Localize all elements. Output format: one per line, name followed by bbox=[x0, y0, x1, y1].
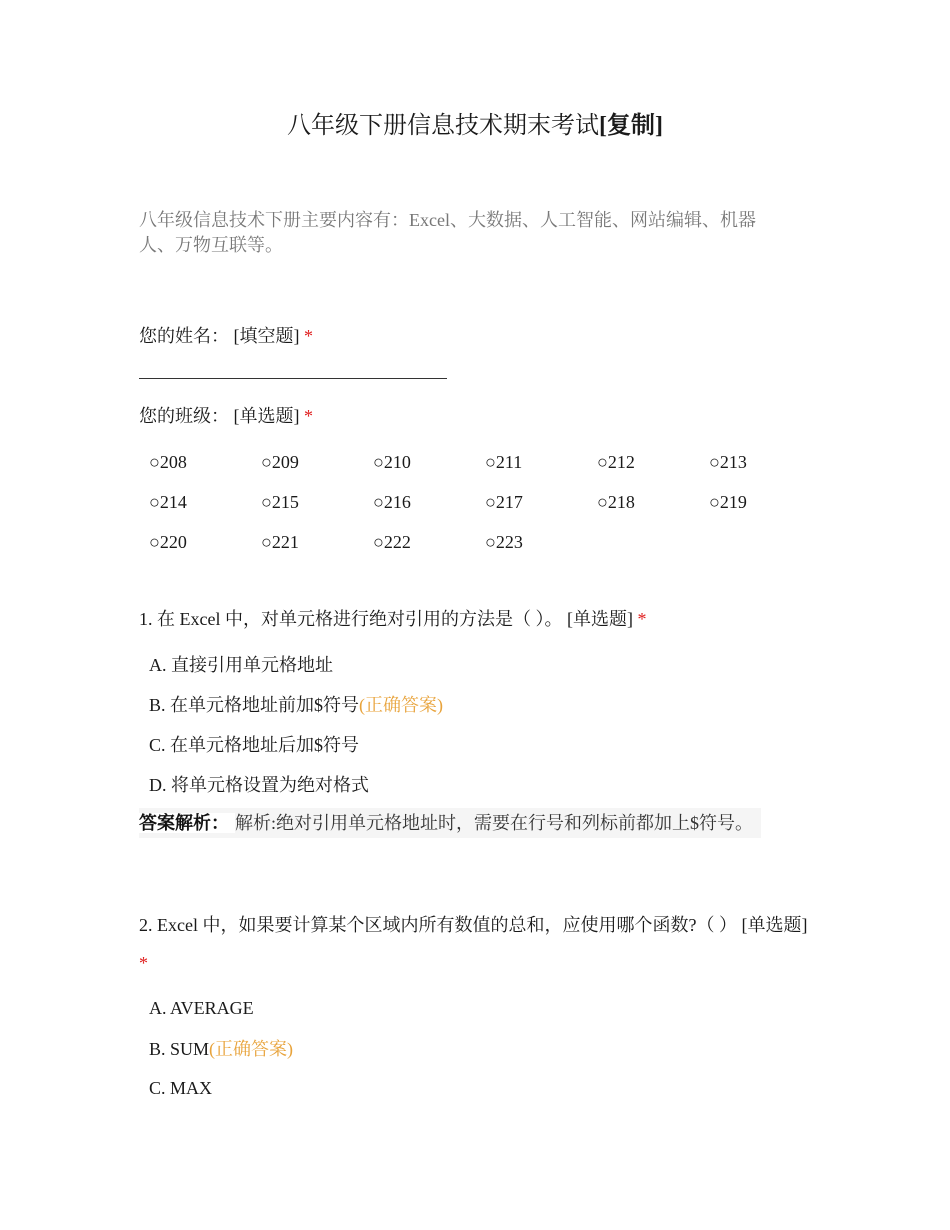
class-option[interactable]: ○223 bbox=[485, 532, 523, 552]
class-option[interactable]: ○220 bbox=[149, 532, 187, 552]
analysis-text: 解析:绝对引用单元格地址时，需要在行号和列标前都加上$符号。 bbox=[235, 813, 753, 833]
class-option[interactable]: ○215 bbox=[261, 492, 299, 512]
correct-answer-label: (正确答案) bbox=[209, 1039, 294, 1059]
q1-option-d[interactable]: D. 将单元格设置为绝对格式 bbox=[149, 775, 369, 795]
analysis-label: 答案解析： bbox=[139, 813, 235, 833]
q2-header bbox=[139, 906, 819, 982]
name-fill-blank[interactable] bbox=[139, 378, 447, 379]
class-option[interactable]: ○216 bbox=[373, 492, 411, 512]
required-star: * bbox=[304, 326, 313, 346]
class-option[interactable]: ○211 bbox=[485, 452, 523, 472]
class-option[interactable]: ○209 bbox=[261, 452, 299, 472]
name-question-header bbox=[139, 317, 313, 355]
class-question-label: 您的班级： bbox=[139, 406, 229, 426]
q1-option-a[interactable]: A. 直接引用单元格地址 bbox=[149, 655, 333, 675]
class-question-type: [单选题] bbox=[233, 406, 300, 426]
required-star: * bbox=[304, 406, 313, 426]
class-option[interactable]: ○222 bbox=[373, 532, 411, 552]
class-option[interactable]: ○212 bbox=[597, 452, 635, 472]
q2-option-c[interactable]: C. MAX bbox=[149, 1078, 213, 1098]
q2-option-a[interactable]: A. AVERAGE bbox=[149, 998, 254, 1018]
class-option[interactable]: ○213 bbox=[709, 452, 747, 472]
q1-option-c[interactable]: C. 在单元格地址后加$符号 bbox=[149, 735, 360, 755]
q1-text: 1. 在 Excel 中，对单元格进行绝对引用的方法是（ ）。 bbox=[139, 609, 563, 629]
title-suffix: [复制] bbox=[599, 113, 663, 139]
class-options bbox=[149, 442, 819, 562]
class-option[interactable]: ○221 bbox=[261, 532, 299, 552]
survey-description: 八年级信息技术下册主要内容有：Excel、大数据、人工智能、网站编辑、机器人、万物互联等。 bbox=[139, 210, 756, 255]
class-option[interactable]: ○219 bbox=[709, 492, 747, 512]
q2-text: 2. Excel 中，如果要计算某个区域内所有数值的总和，应使用哪个函数?（ ） bbox=[139, 915, 737, 935]
q2-type: [单选题] bbox=[741, 915, 808, 935]
class-question-header bbox=[139, 397, 313, 435]
q1-option-b[interactable] bbox=[149, 685, 443, 725]
title-main: 八年级下册信息技术期末考试 bbox=[287, 113, 599, 139]
name-question-type: [填空题] bbox=[233, 326, 300, 346]
required-star: * bbox=[139, 953, 148, 973]
q2-option-b[interactable] bbox=[149, 1029, 293, 1069]
class-option[interactable]: ○218 bbox=[597, 492, 635, 512]
class-option[interactable]: ○217 bbox=[485, 492, 523, 512]
q1-type: [单选题] bbox=[566, 609, 633, 629]
class-option[interactable]: ○208 bbox=[149, 452, 187, 472]
q1-option-b-text: B. 在单元格地址前加$符号 bbox=[149, 695, 360, 715]
q2-option-b-text: B. SUM bbox=[149, 1039, 210, 1059]
class-option[interactable]: ○214 bbox=[149, 492, 187, 512]
q1-header bbox=[139, 600, 646, 638]
page-title bbox=[0, 108, 950, 144]
name-question-label: 您的姓名： bbox=[139, 326, 229, 346]
required-star: * bbox=[637, 609, 647, 629]
q1-analysis bbox=[139, 808, 761, 838]
correct-answer-label: (正确答案) bbox=[359, 695, 444, 715]
class-option[interactable]: ○210 bbox=[373, 452, 411, 472]
